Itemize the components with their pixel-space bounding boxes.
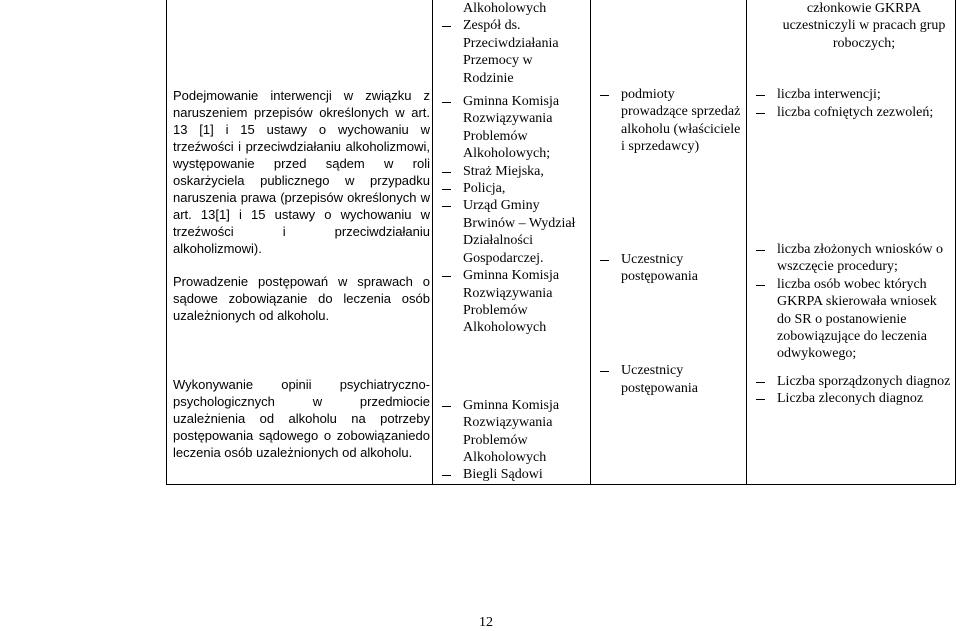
implementer-item: Straż Miejska, [439, 163, 586, 180]
task-court-proceedings: Prowadzenie postępowań w sprawach o sądowe zobowiązanie do leczenia osób uzależnionych od alkoholu. [173, 274, 430, 323]
indicator-item: liczba osób wobec których GKRPA skierowała wniosek do SR o postanowienie zobowiązujące do leczenia odwykowego; [753, 276, 951, 363]
implementer-item: Biegli Sądowi [439, 466, 586, 483]
measures-table [166, 0, 956, 485]
indicator-item: Liczba zleconych diagnoz [753, 390, 951, 407]
implementer-item: Urząd Gminy Brwinów – Wydział Działalności Gospodarczej. [439, 197, 586, 267]
indicator-item: liczba złożonych wniosków o wszczęcie procedury; [753, 241, 951, 276]
page-number: 12 [479, 615, 493, 630]
indicator-item: liczba cofniętych zezwoleń; [753, 104, 951, 121]
indicator-item: liczba interwencji; [753, 86, 951, 103]
indicators-cell [747, 0, 956, 484]
indicator-item: Liczba sporządzonych diagnoz [753, 373, 951, 390]
implementer-item: Zespół ds. Przeciwdziałania Przemocy w Rodzinie [439, 17, 586, 87]
implementer-item: Gminna Komisja Rozwiązywania Problemów Alkoholowych; [439, 93, 586, 163]
recipients-cell [591, 0, 747, 484]
recipient-item: podmioty prowadzące sprzedaż alkoholu (właściciele i sprzedawcy) [597, 86, 742, 156]
task-psychiatric-opinions: Wykonywanie opinii psychiatryczno-psychologicznych w przedmiocie uzależnienia od alkoholu na potrzeby postępowania sądowego o zobowiązaniedo leczenia osób uzależnionych od alkoholu. [173, 377, 430, 460]
table-row [167, 0, 956, 484]
recipient-item: Uczestnicy postępowania [597, 251, 742, 286]
implementer-item: Policja, [439, 180, 586, 197]
task-interventions: Podejmowanie interwencji w związku z naruszeniem przepisów określonych w art. 13 [1] i 15 ustawy o wychowaniu w trzeźwości i przeciwdziałaniu alkoholizmowi, występowanie przed sądem w roli oskarżyciela publicznego w przypadku naruszenia prawa (przepisów określonych w art. 13[1] i 15 ustawy o wychowaniu w trzeźwości i przeciwdziałaniu alkoholizmowi). [173, 88, 430, 256]
indicator-continued: członkowie GKRPA uczestniczyli w pracach grup roboczych; [782, 1, 946, 51]
implementer-item: Gminna Komisja Rozwiązywania Problemów Alkoholowych [439, 397, 586, 467]
tasks-cell [167, 0, 433, 484]
continued-entry: Alkoholowych [463, 1, 547, 16]
implementers-cell [433, 0, 591, 484]
implementer-item: Gminna Komisja Rozwiązywania Problemów Alkoholowych [439, 267, 586, 337]
recipient-item: Uczestnicy postępowania [597, 362, 742, 397]
